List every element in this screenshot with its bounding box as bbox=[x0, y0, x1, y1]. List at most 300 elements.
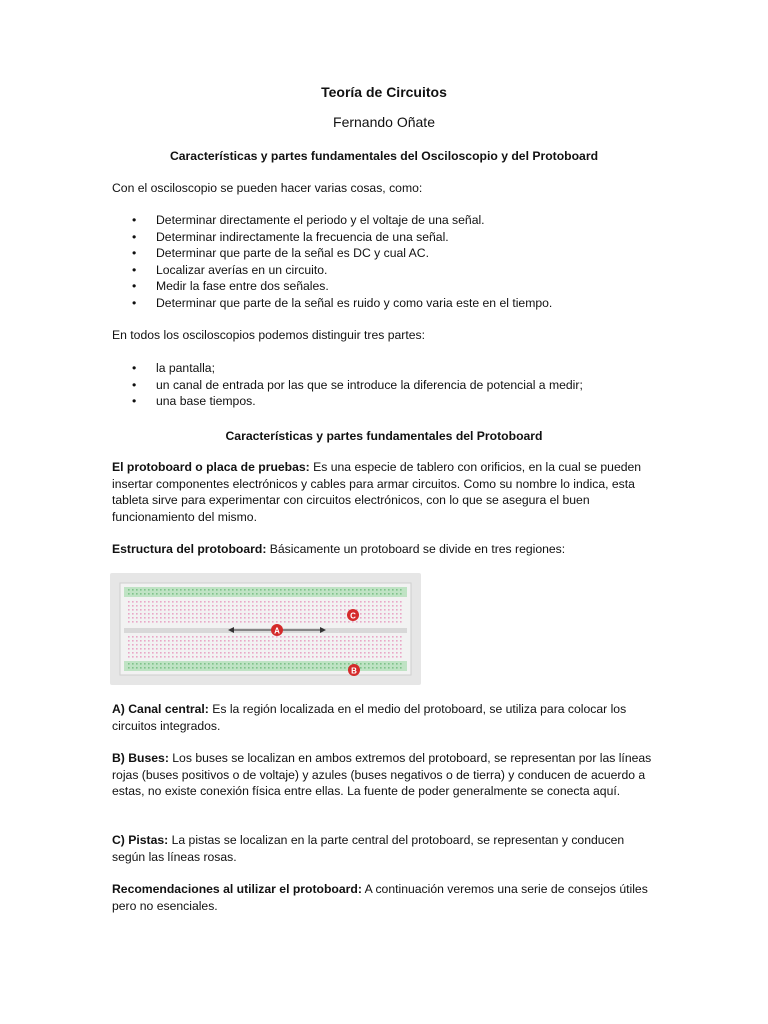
breadboard-hole bbox=[360, 609, 362, 611]
breadboard-hole bbox=[244, 621, 246, 623]
breadboard-hole bbox=[244, 617, 246, 619]
breadboard-hole bbox=[144, 613, 146, 615]
breadboard-hole bbox=[260, 605, 262, 607]
breadboard-hole bbox=[348, 663, 350, 665]
breadboard-hole bbox=[176, 593, 178, 595]
breadboard-hole bbox=[392, 667, 394, 669]
breadboard-hole bbox=[360, 644, 362, 646]
breadboard-hole bbox=[344, 617, 346, 619]
breadboard-hole bbox=[248, 589, 250, 591]
breadboard-hole bbox=[400, 621, 402, 623]
breadboard-hole bbox=[396, 601, 398, 603]
breadboard-hole bbox=[212, 644, 214, 646]
breadboard-hole bbox=[328, 656, 330, 658]
breadboard-hole bbox=[384, 605, 386, 607]
breadboard-hole bbox=[288, 589, 290, 591]
breadboard-hole bbox=[132, 640, 134, 642]
breadboard-hole bbox=[216, 593, 218, 595]
breadboard-hole bbox=[380, 652, 382, 654]
breadboard-hole bbox=[212, 609, 214, 611]
breadboard-hole bbox=[368, 593, 370, 595]
breadboard-hole bbox=[144, 640, 146, 642]
breadboard-hole bbox=[144, 621, 146, 623]
breadboard-hole bbox=[272, 621, 274, 623]
breadboard-hole bbox=[140, 644, 142, 646]
breadboard-hole bbox=[328, 593, 330, 595]
breadboard-hole bbox=[196, 644, 198, 646]
breadboard-hole bbox=[312, 667, 314, 669]
breadboard-hole bbox=[220, 617, 222, 619]
breadboard-hole bbox=[168, 621, 170, 623]
breadboard-hole bbox=[352, 601, 354, 603]
breadboard-hole bbox=[180, 636, 182, 638]
breadboard-hole bbox=[156, 656, 158, 658]
breadboard-hole bbox=[132, 609, 134, 611]
breadboard-hole bbox=[244, 601, 246, 603]
breadboard-hole bbox=[128, 613, 130, 615]
breadboard-hole bbox=[260, 644, 262, 646]
breadboard-hole bbox=[304, 656, 306, 658]
breadboard-hole bbox=[164, 605, 166, 607]
breadboard-hole bbox=[140, 667, 142, 669]
breadboard-hole bbox=[376, 667, 378, 669]
breadboard-hole bbox=[188, 656, 190, 658]
breadboard-hole bbox=[276, 644, 278, 646]
breadboard-hole bbox=[292, 613, 294, 615]
breadboard-hole bbox=[128, 589, 130, 591]
breadboard-hole bbox=[288, 605, 290, 607]
breadboard-hole bbox=[312, 644, 314, 646]
breadboard-hole bbox=[256, 667, 258, 669]
breadboard-hole bbox=[144, 593, 146, 595]
breadboard-hole bbox=[156, 648, 158, 650]
breadboard-hole bbox=[132, 613, 134, 615]
breadboard-hole bbox=[128, 593, 130, 595]
breadboard-hole bbox=[188, 648, 190, 650]
breadboard-hole bbox=[220, 636, 222, 638]
breadboard-hole bbox=[368, 652, 370, 654]
breadboard-hole bbox=[260, 593, 262, 595]
breadboard-hole bbox=[384, 617, 386, 619]
breadboard-hole bbox=[184, 667, 186, 669]
breadboard-hole bbox=[268, 648, 270, 650]
breadboard-hole bbox=[152, 621, 154, 623]
breadboard-hole bbox=[180, 617, 182, 619]
breadboard-hole bbox=[240, 652, 242, 654]
breadboard-hole bbox=[168, 667, 170, 669]
breadboard-hole bbox=[144, 656, 146, 658]
breadboard-hole bbox=[160, 640, 162, 642]
breadboard-hole bbox=[304, 589, 306, 591]
breadboard-hole bbox=[280, 621, 282, 623]
breadboard-hole bbox=[152, 605, 154, 607]
breadboard-hole bbox=[244, 644, 246, 646]
breadboard-hole bbox=[152, 640, 154, 642]
breadboard-hole bbox=[388, 601, 390, 603]
breadboard-hole bbox=[160, 605, 162, 607]
breadboard-hole bbox=[268, 593, 270, 595]
breadboard-hole bbox=[392, 648, 394, 650]
breadboard-hole bbox=[308, 667, 310, 669]
breadboard-hole bbox=[220, 648, 222, 650]
breadboard-hole bbox=[208, 667, 210, 669]
breadboard-hole bbox=[332, 656, 334, 658]
breadboard-hole bbox=[276, 589, 278, 591]
breadboard-hole bbox=[160, 613, 162, 615]
breadboard-hole bbox=[400, 617, 402, 619]
bullet-icon: • bbox=[132, 361, 137, 375]
breadboard-hole bbox=[156, 636, 158, 638]
breadboard-hole bbox=[316, 652, 318, 654]
breadboard-hole bbox=[172, 589, 174, 591]
breadboard-hole bbox=[228, 617, 230, 619]
breadboard-hole bbox=[176, 640, 178, 642]
breadboard-hole bbox=[292, 667, 294, 669]
breadboard-hole bbox=[224, 609, 226, 611]
breadboard-hole bbox=[292, 621, 294, 623]
breadboard-hole bbox=[208, 613, 210, 615]
breadboard-hole bbox=[276, 593, 278, 595]
breadboard-hole bbox=[196, 621, 198, 623]
breadboard-hole bbox=[288, 644, 290, 646]
breadboard-hole bbox=[208, 621, 210, 623]
breadboard-hole bbox=[236, 640, 238, 642]
breadboard-hole bbox=[164, 656, 166, 658]
breadboard-hole bbox=[168, 617, 170, 619]
breadboard-hole bbox=[144, 589, 146, 591]
breadboard-hole bbox=[304, 663, 306, 665]
breadboard-hole bbox=[136, 640, 138, 642]
breadboard-hole bbox=[288, 648, 290, 650]
breadboard-hole bbox=[304, 667, 306, 669]
breadboard-hole bbox=[152, 636, 154, 638]
breadboard-hole bbox=[172, 663, 174, 665]
breadboard-hole bbox=[356, 663, 358, 665]
breadboard-hole bbox=[184, 593, 186, 595]
breadboard-hole bbox=[248, 648, 250, 650]
bullet-icon: • bbox=[132, 262, 137, 277]
breadboard-hole bbox=[320, 648, 322, 650]
breadboard-hole bbox=[204, 589, 206, 591]
breadboard-hole bbox=[372, 636, 374, 638]
breadboard-hole bbox=[156, 601, 158, 603]
breadboard-hole bbox=[164, 652, 166, 654]
breadboard-hole bbox=[240, 667, 242, 669]
breadboard-hole bbox=[136, 613, 138, 615]
breadboard-hole bbox=[308, 613, 310, 615]
breadboard-hole bbox=[212, 617, 214, 619]
breadboard-hole bbox=[316, 613, 318, 615]
breadboard-hole bbox=[200, 609, 202, 611]
breadboard-hole bbox=[368, 605, 370, 607]
breadboard-hole bbox=[252, 656, 254, 658]
breadboard-hole bbox=[348, 640, 350, 642]
breadboard-hole bbox=[168, 609, 170, 611]
breadboard-hole bbox=[292, 663, 294, 665]
breadboard-hole bbox=[216, 617, 218, 619]
breadboard-hole bbox=[296, 605, 298, 607]
breadboard-hole bbox=[164, 644, 166, 646]
breadboard-hole bbox=[396, 593, 398, 595]
breadboard-hole bbox=[196, 589, 198, 591]
breadboard-hole bbox=[296, 663, 298, 665]
breadboard-hole bbox=[368, 613, 370, 615]
breadboard-hole bbox=[252, 601, 254, 603]
breadboard-hole bbox=[336, 621, 338, 623]
breadboard-hole bbox=[200, 652, 202, 654]
breadboard-hole bbox=[148, 663, 150, 665]
breadboard-hole bbox=[160, 644, 162, 646]
breadboard-hole bbox=[180, 644, 182, 646]
breadboard-hole bbox=[372, 621, 374, 623]
breadboard-hole bbox=[140, 652, 142, 654]
breadboard-hole bbox=[360, 663, 362, 665]
list-item: • Determinar indirectamente la frecuencia de una señal. bbox=[132, 229, 449, 244]
list-item: • la pantalla; bbox=[132, 361, 215, 375]
breadboard-hole bbox=[372, 589, 374, 591]
breadboard-hole bbox=[172, 593, 174, 595]
breadboard-hole bbox=[156, 617, 158, 619]
paragraph-protoboard-definition: El protoboard o placa de pruebas: Es una especie de tablero con orificios, en la cual se pueden insertar componentes electrónicos y cables para armar circuitos. Como su nombre lo indica, esta tableta sirve para experimentar con circuitos electrónicos, con lo que se asegura el buen funcionamiento del mismo. bbox=[112, 460, 642, 524]
breadboard-hole bbox=[284, 652, 286, 654]
breadboard-hole bbox=[184, 656, 186, 658]
breadboard-hole bbox=[300, 636, 302, 638]
breadboard-hole bbox=[200, 621, 202, 623]
breadboard-hole bbox=[284, 601, 286, 603]
breadboard-hole bbox=[396, 644, 398, 646]
breadboard-hole bbox=[372, 667, 374, 669]
breadboard-hole bbox=[272, 617, 274, 619]
breadboard-hole bbox=[296, 589, 298, 591]
breadboard-hole bbox=[204, 656, 206, 658]
breadboard-hole bbox=[360, 617, 362, 619]
breadboard-hole bbox=[356, 593, 358, 595]
breadboard-hole bbox=[240, 636, 242, 638]
breadboard-hole bbox=[236, 644, 238, 646]
breadboard-hole bbox=[144, 636, 146, 638]
breadboard-hole bbox=[332, 589, 334, 591]
breadboard-hole bbox=[268, 589, 270, 591]
breadboard-hole bbox=[340, 652, 342, 654]
breadboard-hole bbox=[172, 617, 174, 619]
breadboard-hole bbox=[264, 593, 266, 595]
breadboard-hole bbox=[348, 593, 350, 595]
breadboard-hole bbox=[300, 663, 302, 665]
breadboard-hole bbox=[148, 636, 150, 638]
breadboard-hole bbox=[272, 636, 274, 638]
breadboard-hole bbox=[384, 648, 386, 650]
breadboard-hole bbox=[316, 644, 318, 646]
breadboard-hole bbox=[280, 652, 282, 654]
breadboard-hole bbox=[128, 609, 130, 611]
breadboard-hole bbox=[140, 593, 142, 595]
breadboard-hole bbox=[216, 601, 218, 603]
breadboard-hole bbox=[244, 605, 246, 607]
bullet-icon: • bbox=[132, 394, 137, 409]
breadboard-hole bbox=[128, 601, 130, 603]
breadboard-hole bbox=[396, 652, 398, 654]
breadboard-hole bbox=[272, 605, 274, 607]
breadboard-hole bbox=[136, 667, 138, 669]
bullet-icon: • bbox=[132, 295, 137, 310]
breadboard-hole bbox=[340, 617, 342, 619]
breadboard-hole bbox=[252, 644, 254, 646]
breadboard-hole bbox=[132, 593, 134, 595]
breadboard-hole bbox=[340, 656, 342, 658]
breadboard-hole bbox=[340, 644, 342, 646]
breadboard-hole bbox=[136, 644, 138, 646]
breadboard-hole bbox=[360, 652, 362, 654]
breadboard-hole bbox=[188, 617, 190, 619]
breadboard-hole bbox=[240, 589, 242, 591]
breadboard-hole bbox=[400, 640, 402, 642]
breadboard-hole bbox=[260, 609, 262, 611]
breadboard-hole bbox=[284, 644, 286, 646]
breadboard-hole bbox=[280, 593, 282, 595]
breadboard-hole bbox=[392, 609, 394, 611]
breadboard-hole bbox=[148, 613, 150, 615]
breadboard-hole bbox=[284, 617, 286, 619]
breadboard-hole bbox=[140, 648, 142, 650]
breadboard-hole bbox=[304, 652, 306, 654]
breadboard-hole bbox=[364, 663, 366, 665]
breadboard-hole bbox=[288, 640, 290, 642]
breadboard-hole bbox=[260, 636, 262, 638]
breadboard-hole bbox=[200, 640, 202, 642]
breadboard-hole bbox=[264, 663, 266, 665]
breadboard-hole bbox=[236, 636, 238, 638]
breadboard-hole bbox=[276, 667, 278, 669]
breadboard-hole bbox=[204, 663, 206, 665]
breadboard-hole bbox=[320, 589, 322, 591]
breadboard-hole bbox=[208, 605, 210, 607]
breadboard-hole bbox=[264, 656, 266, 658]
breadboard-hole bbox=[160, 652, 162, 654]
breadboard-hole bbox=[164, 621, 166, 623]
breadboard-hole bbox=[292, 601, 294, 603]
breadboard-hole bbox=[228, 667, 230, 669]
breadboard-hole bbox=[248, 613, 250, 615]
breadboard-hole bbox=[392, 621, 394, 623]
breadboard-hole bbox=[224, 644, 226, 646]
breadboard-hole bbox=[336, 636, 338, 638]
breadboard-hole bbox=[192, 667, 194, 669]
breadboard-hole bbox=[136, 609, 138, 611]
breadboard-hole bbox=[372, 609, 374, 611]
breadboard-hole bbox=[292, 640, 294, 642]
breadboard-hole bbox=[144, 663, 146, 665]
list-item: • Localizar averías en un circuito. bbox=[132, 262, 328, 277]
breadboard-hole bbox=[400, 589, 402, 591]
breadboard-hole bbox=[192, 589, 194, 591]
breadboard-hole bbox=[392, 589, 394, 591]
breadboard-hole bbox=[244, 589, 246, 591]
breadboard-hole bbox=[172, 621, 174, 623]
breadboard-hole bbox=[156, 605, 158, 607]
breadboard-hole bbox=[236, 663, 238, 665]
breadboard-hole bbox=[248, 667, 250, 669]
breadboard-hole bbox=[188, 593, 190, 595]
breadboard-hole bbox=[240, 621, 242, 623]
breadboard-hole bbox=[196, 593, 198, 595]
breadboard-hole bbox=[148, 644, 150, 646]
paragraph-estructura: Estructura del protoboard: Básicamente un protoboard se divide en tres regiones: bbox=[112, 542, 566, 556]
breadboard-hole bbox=[256, 613, 258, 615]
marker-b-label: B bbox=[351, 666, 357, 676]
breadboard-hole bbox=[264, 609, 266, 611]
breadboard-hole bbox=[348, 652, 350, 654]
breadboard-hole bbox=[176, 617, 178, 619]
breadboard-hole bbox=[312, 601, 314, 603]
breadboard-hole bbox=[176, 667, 178, 669]
breadboard-hole bbox=[128, 663, 130, 665]
breadboard-hole bbox=[288, 621, 290, 623]
breadboard-hole bbox=[232, 617, 234, 619]
breadboard-hole bbox=[148, 601, 150, 603]
breadboard-hole bbox=[288, 613, 290, 615]
breadboard-hole bbox=[128, 617, 130, 619]
breadboard-hole bbox=[336, 609, 338, 611]
breadboard-hole bbox=[328, 621, 330, 623]
breadboard-hole bbox=[280, 640, 282, 642]
breadboard-hole bbox=[208, 617, 210, 619]
breadboard-hole bbox=[400, 648, 402, 650]
breadboard-hole bbox=[200, 593, 202, 595]
page-title: Teoría de Circuitos bbox=[321, 84, 447, 100]
breadboard-hole bbox=[368, 636, 370, 638]
breadboard-hole bbox=[184, 609, 186, 611]
breadboard-hole bbox=[344, 636, 346, 638]
breadboard-hole bbox=[344, 605, 346, 607]
breadboard-hole bbox=[216, 663, 218, 665]
breadboard-hole bbox=[400, 663, 402, 665]
breadboard-hole bbox=[280, 617, 282, 619]
breadboard-hole bbox=[356, 605, 358, 607]
breadboard-hole bbox=[244, 613, 246, 615]
breadboard-hole bbox=[224, 652, 226, 654]
breadboard-hole bbox=[400, 593, 402, 595]
breadboard-hole bbox=[348, 589, 350, 591]
breadboard-hole bbox=[248, 617, 250, 619]
breadboard-hole bbox=[344, 601, 346, 603]
breadboard-hole bbox=[372, 640, 374, 642]
breadboard-hole bbox=[276, 601, 278, 603]
breadboard-hole bbox=[372, 617, 374, 619]
breadboard-hole bbox=[200, 601, 202, 603]
breadboard-hole bbox=[372, 652, 374, 654]
breadboard-hole bbox=[224, 589, 226, 591]
breadboard-hole bbox=[384, 640, 386, 642]
breadboard-hole bbox=[344, 593, 346, 595]
breadboard-hole bbox=[372, 663, 374, 665]
paragraph-recomendaciones: Recomendaciones al utilizar el protoboard: A continuación veremos una serie de consejos útiles pero no esenciales. bbox=[112, 882, 648, 913]
breadboard-hole bbox=[352, 648, 354, 650]
breadboard-hole bbox=[344, 621, 346, 623]
breadboard-hole bbox=[284, 636, 286, 638]
breadboard-hole bbox=[260, 621, 262, 623]
breadboard-hole bbox=[156, 593, 158, 595]
breadboard-hole bbox=[328, 648, 330, 650]
breadboard-hole bbox=[332, 667, 334, 669]
breadboard-hole bbox=[324, 636, 326, 638]
breadboard-hole bbox=[360, 621, 362, 623]
breadboard-hole bbox=[180, 663, 182, 665]
breadboard-hole bbox=[256, 621, 258, 623]
breadboard-hole bbox=[244, 609, 246, 611]
breadboard-hole bbox=[364, 613, 366, 615]
breadboard-hole bbox=[380, 621, 382, 623]
breadboard-hole bbox=[304, 593, 306, 595]
